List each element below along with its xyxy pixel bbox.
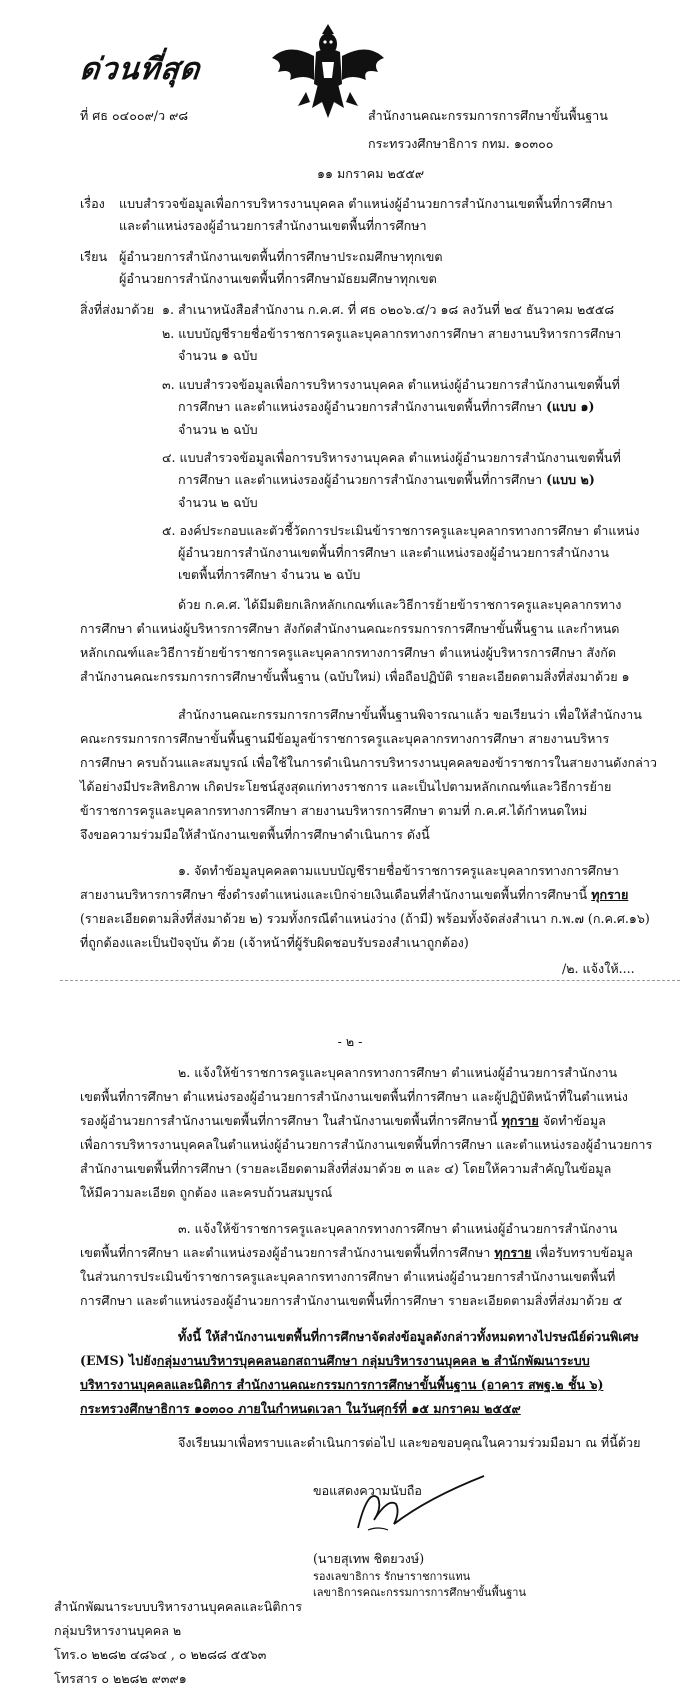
subject-label: เรื่อง: [80, 196, 105, 211]
body-text: การศึกษา ครบถ้วนและสมบูรณ์ เพื่อใช้ในการดำเนินการบริหารงานบุคคลของข้าราชการในสายงานดังกล่าว: [80, 755, 657, 770]
signer-title: รองเลขาธิการ รักษาราชการแทน: [313, 1570, 471, 1583]
recipient-label: เรียน: [80, 249, 108, 264]
body-text: รองผู้อำนวยการสำนักงานเขตพื้นที่การศึกษา ในสำนักงานเขตพื้นที่การศึกษานี้ ทุกราย จัดทำข้อมูล: [80, 1113, 606, 1128]
body-text: คณะกรรมการการศึกษาขั้นพื้นฐานมีข้อมูลข้าราชการครูและบุคลากรทางการศึกษา สายงานบริหาร: [80, 731, 610, 746]
ref-number: ที่ ศธ ๐๔๐๐๙/ว ๙๘: [80, 108, 189, 123]
body-text: ๑. จัดทำข้อมูลบุคคลตามแบบบัญชีรายชื่อข้าราชการครูและบุคลากรทางการศึกษา: [178, 863, 619, 878]
body-text: ให้มีความละเอียด ถูกต้อง และครบถ้วนสมบูรณ์: [80, 1185, 333, 1200]
signer-title: เลขาธิการคณะกรรมการการศึกษาขั้นพื้นฐาน: [313, 1586, 526, 1599]
body-text: ๒. แจ้งให้ข้าราชการครูและบุคลากรทางการศึกษา ตำแหน่งผู้อำนวยการสำนักงาน: [178, 1065, 618, 1080]
continuation-marker: /๒. แจ้งให้....: [562, 961, 635, 976]
body-text: เขตพื้นที่การศึกษา และตำแหน่งรองผู้อำนวยการสำนักงานเขตพื้นที่การศึกษา ทุกราย เพื่อรับทราบข้อมูล: [80, 1245, 633, 1260]
enclosure-item: การศึกษา และตำแหน่งรองผู้อำนวยการสำนักงานเขตพื้นที่การศึกษา (แบบ ๑): [178, 399, 595, 414]
enclosure-item: ผู้อำนวยการสำนักงานเขตพื้นที่การศึกษา และตำแหน่งรองผู้อำนวยการสำนักงาน: [178, 545, 609, 560]
footer-phone: โทร.๐ ๒๒๘๒ ๔๘๖๔ , ๐ ๒๒๘๘ ๕๕๖๓: [54, 1647, 267, 1662]
body-text: (EMS) ไปยังกลุ่มงานบริหารบุคคลนอกสถานศึกษา กลุ่มบริหารงานบุคคล ๒ สำนักพัฒนาระบบ: [80, 1353, 590, 1368]
page-divider: [60, 980, 680, 981]
enclosure-item: เขตพื้นที่การศึกษา จำนวน ๒ ฉบับ: [178, 567, 361, 582]
enclosure-item: การศึกษา และตำแหน่งรองผู้อำนวยการสำนักงานเขตพื้นที่การศึกษา (แบบ ๒): [178, 472, 595, 487]
urgent-stamp: ด่วนที่สุด: [78, 52, 203, 87]
body-text: จึงเรียนมาเพื่อทราบและดำเนินการต่อไป และขอขอบคุณในความร่วมมือมา ณ ที่นี้ด้วย: [178, 1435, 641, 1450]
body-text: เพื่อการบริหารงานบุคคลในตำแหน่งผู้อำนวยการสำนักงานเขตพื้นที่การศึกษา และตำแหน่งรองผู้อำนวยการ: [80, 1137, 653, 1152]
subject-line: และตำแหน่งรองผู้อำนวยการสำนักงานเขตพื้นที่การศึกษา: [119, 218, 427, 233]
emphasis-text: ทุกราย: [591, 887, 629, 902]
body-text: (รายละเอียดตามสิ่งที่ส่งมาด้วย ๒) รวมทั้งกรณีตำแหน่งว่าง (ถ้ามี) พร้อมทั้งจัดส่งสำเนา ก.พ.๗ (ก.ค.ศ.๑๖): [80, 911, 650, 926]
body-text: ๓. แจ้งให้ข้าราชการครูและบุคลากรทางการศึกษา ตำแหน่งผู้อำนวยการสำนักงาน: [178, 1221, 618, 1236]
enclosure-item: ๑. สำเนาหนังสือสำนักงาน ก.ค.ศ. ที่ ศธ ๐๒๐๖.๔/ว ๑๘ ลงวันที่ ๒๔ ธันวาคม ๒๕๕๘: [162, 302, 615, 317]
body-text: ด้วย ก.ค.ศ. ได้มีมติยกเลิกหลักเกณฑ์และวิธีการย้ายข้าราชการครูและบุคลากรทาง: [178, 597, 622, 612]
enclosure-item: ๔. แบบสำรวจข้อมูลเพื่อการบริหารงานบุคคล ตำแหน่งผู้อำนวยการสำนักงานเขตพื้นที่: [162, 450, 621, 465]
body-text: กระทรวงศึกษาธิการ ๑๐๓๐๐ ภายในกำหนดเวลา ในวันศุกร์ที่ ๑๕ มกราคม ๒๕๕๙: [80, 1401, 521, 1416]
body-text: การศึกษา ตำแหน่งผู้บริหารการศึกษา สังกัดสำนักงานคณะกรรมการการศึกษาขั้นพื้นฐาน และกำหนด: [80, 621, 620, 636]
body-text: ได้อย่างมีประสิทธิภาพ เกิดประโยชน์สูงสุดแก่ทางราชการ และเป็นไปตามหลักเกณฑ์และวิธีการย้าย: [80, 779, 612, 794]
emphasis-text: ทุกราย: [494, 1245, 532, 1260]
recipient-line: ผู้อำนวยการสำนักงานเขตพื้นที่การศึกษาประถมศึกษาทุกเขต: [119, 249, 443, 264]
body-text: การศึกษา และตำแหน่งรองผู้อำนวยการสำนักงานเขตพื้นที่การศึกษา รายละเอียดตามสิ่งที่ส่งมาด้วย ๕: [80, 1293, 623, 1308]
body-text: สำนักงานคณะกรรมการการศึกษาขั้นพื้นฐาน (ฉบับใหม่) เพื่อถือปฏิบัติ รายละเอียดตามสิ่งที่ส่งมาด้วย ๑: [80, 669, 630, 684]
office-name: สำนักงานคณะกรรมการการศึกษาขั้นพื้นฐาน: [368, 108, 608, 123]
letter-date: ๑๑ มกราคม ๒๕๕๙: [317, 166, 425, 181]
body-text: ที่ถูกต้องและเป็นปัจจุบัน ด้วย (เจ้าหน้าที่ผู้รับผิดชอบรับรองสำเนาถูกต้อง): [80, 935, 469, 950]
form-label: (แบบ ๒): [546, 472, 595, 487]
body-text: ทั้งนี้ ให้สำนักงานเขตพื้นที่การศึกษาจัดส่งข้อมูลดังกล่าวทั้งหมดทางไปรษณีย์ด่วนพิเศษ: [178, 1329, 639, 1344]
office-address: กระทรวงศึกษาธิการ กทม. ๑๐๓๐๐: [368, 136, 554, 151]
body-text: สำนักงานคณะกรรมการการศึกษาขั้นพื้นฐานพิจารณาแล้ว ขอเรียนว่า เพื่อให้สำนักงาน: [178, 707, 642, 722]
body-text: เขตพื้นที่การศึกษา ตำแหน่งรองผู้อำนวยการสำนักงานเขตพื้นที่การศึกษา และผู้ปฏิบัติหน้าที่ในตำแหน่ง: [80, 1089, 628, 1104]
enclosure-item: จำนวน ๒ ฉบับ: [178, 495, 258, 510]
enclosure-item: ๒. แบบบัญชีรายชื่อข้าราชการครูและบุคลากรทางการศึกษา สายงานบริหารการศึกษา: [162, 326, 622, 341]
enclosure-item: ๕. องค์ประกอบและตัวชี้วัดการประเมินข้าราชการครูและบุคลากรทางการศึกษา ตำแหน่ง: [162, 523, 640, 538]
recipient-line: ผู้อำนวยการสำนักงานเขตพื้นที่การศึกษามัธยมศึกษาทุกเขต: [119, 271, 437, 286]
closing-regards: ขอแสดงความนับถือ: [313, 1483, 422, 1498]
enclosure-item: จำนวน ๒ ฉบับ: [178, 422, 258, 437]
body-text: สำนักงานเขตพื้นที่การศึกษา (รายละเอียดตามสิ่งที่ส่งมาด้วย ๓ และ ๔) โดยให้ความสำคัญในข้อมูล: [80, 1161, 612, 1176]
signature-icon: [338, 1468, 488, 1538]
form-label: (แบบ ๑): [546, 399, 595, 414]
enclosure-item: ๓. แบบสำรวจข้อมูลเพื่อการบริหารงานบุคคล ตำแหน่งผู้อำนวยการสำนักงานเขตพื้นที่: [162, 377, 620, 392]
body-text: บริหารงานบุคคลและนิติการ สำนักงานคณะกรรมการการศึกษาขั้นพื้นฐาน (อาคาร สพฐ.๒ ชั้น ๖): [80, 1377, 604, 1392]
enclosure-label: สิ่งที่ส่งมาด้วย: [80, 302, 154, 317]
footer-department: สำนักพัฒนาระบบบริหารงานบุคคลและนิติการ: [54, 1599, 303, 1614]
signer-name: (นายสุเทพ ชิตยวงษ์): [313, 1551, 425, 1566]
footer-group: กลุ่มบริหารงานบุคคล ๒: [54, 1623, 182, 1638]
body-text: ข้าราชการครูและบุคลากรทางการศึกษา สายงานบริหารการศึกษา ตามที่ ก.ค.ศ.ได้กำหนดใหม่: [80, 803, 588, 818]
emphasis-text: ทุกราย: [501, 1113, 539, 1128]
subject-line: แบบสำรวจข้อมูลเพื่อการบริหารงานบุคคล ตำแหน่งผู้อำนวยการสำนักงานเขตพื้นที่การศึกษา: [119, 196, 613, 211]
footer-fax: โทรสาร ๐ ๒๒๘๒ ๙๓๙๑: [54, 1671, 187, 1686]
body-text: หลักเกณฑ์และวิธีการย้ายข้าราชการครูและบุคลากรทางการศึกษา ตำแหน่งผู้บริหารการศึกษา สังกัด: [80, 645, 617, 660]
emphasis-text: กลุ่มงานบริหารบุคคลนอกสถานศึกษา กลุ่มบริหารงานบุคคล ๒ สำนักพัฒนาระบบ: [156, 1353, 590, 1368]
body-text: สายงานบริหารการศึกษา ซึ่งดำรงตำแหน่งและเบิกจ่ายเงินเดือนที่สำนักงานเขตพื้นที่การศึกษานี้ ทุกราย: [80, 887, 629, 902]
body-text: จึงขอความร่วมมือให้สำนักงานเขตพื้นที่การศึกษาดำเนินการ ดังนี้: [80, 827, 430, 842]
page-number: - ๒ -: [337, 1034, 363, 1049]
enclosure-item: จำนวน ๑ ฉบับ: [178, 348, 258, 363]
body-text: ในส่วนการประเมินข้าราชการครูและบุคลากรทางการศึกษา ตำแหน่งผู้อำนวยการสำนักงานเขตพื้นที่: [80, 1269, 616, 1284]
